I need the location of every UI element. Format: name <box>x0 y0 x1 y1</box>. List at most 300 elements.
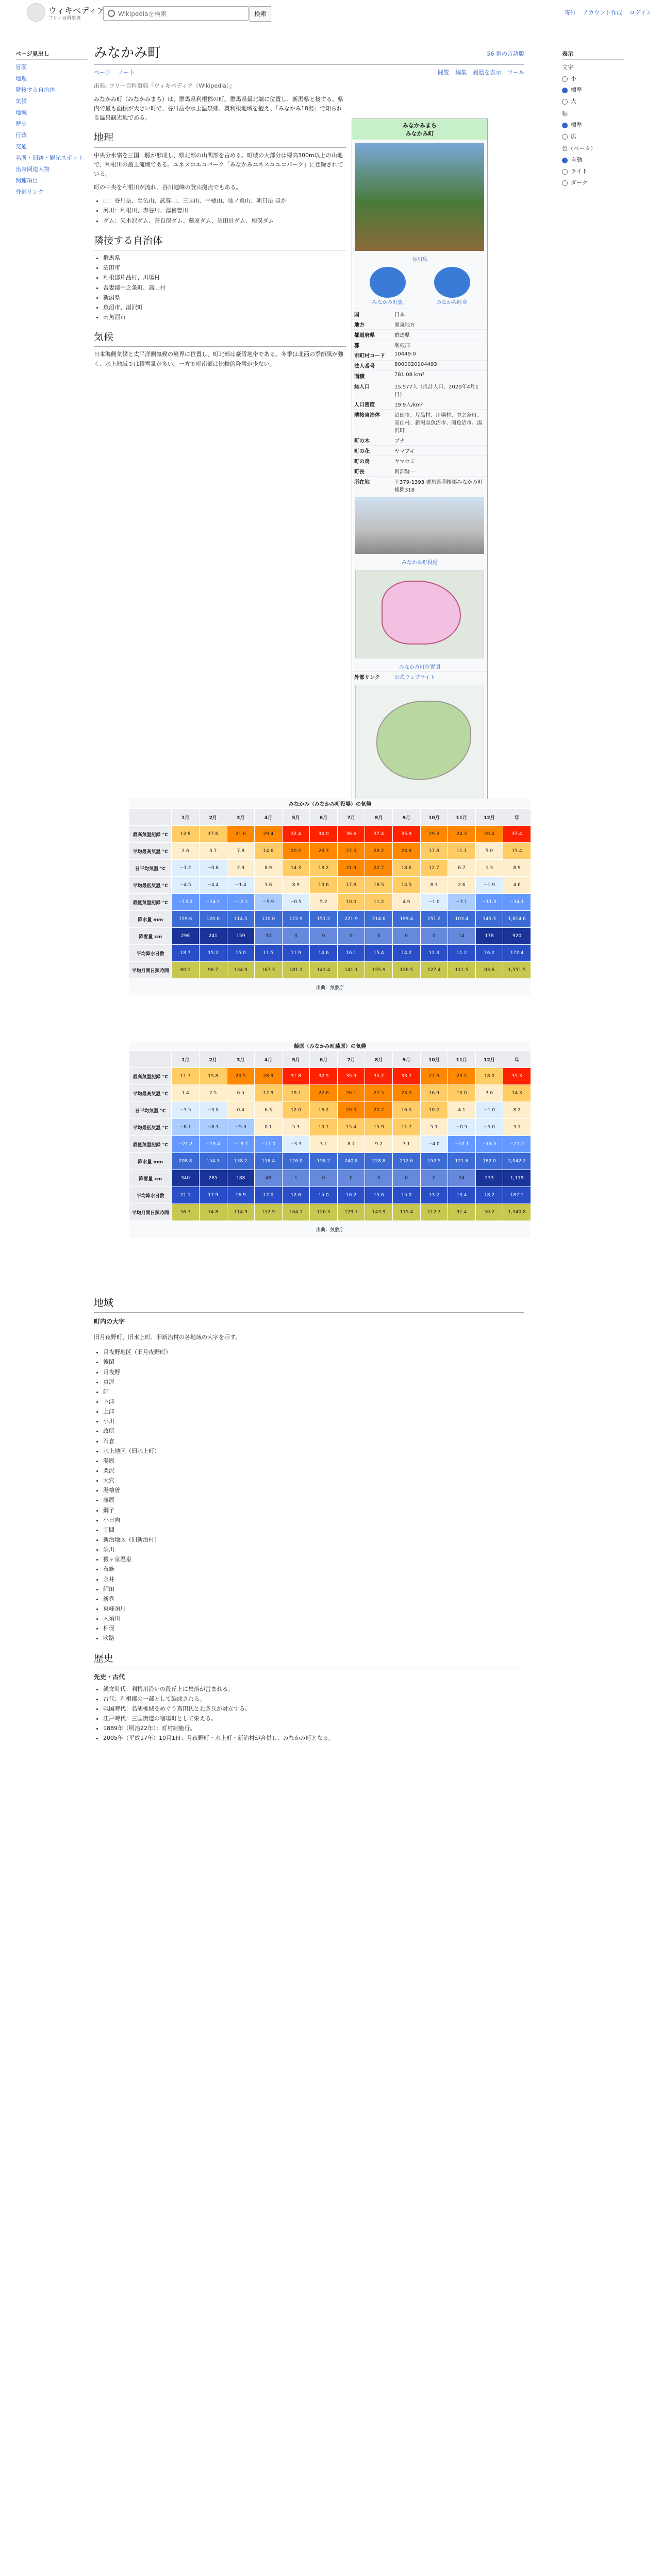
area-item[interactable]: • 藤原 <box>103 1496 524 1505</box>
tab-page[interactable]: ページ <box>94 69 111 76</box>
climate-row-label: 平均最高気温 °C <box>129 1085 172 1102</box>
climate-caption: みなかみ（みなかみ町役場）の気候 <box>129 799 531 808</box>
climate-row <box>129 1187 531 1204</box>
climate-month: 5月 <box>282 1051 310 1068</box>
adjacent-item[interactable]: • 沼田市 <box>103 263 346 273</box>
infobox-key: 隣接自治体 <box>354 413 380 418</box>
climate-cell: 91.4 <box>448 1204 476 1221</box>
climate-cell: 18.5 <box>365 877 393 894</box>
climate-cell: −1.9 <box>475 877 503 894</box>
area-item[interactable]: • 東峰須川 <box>103 1604 524 1614</box>
climate-cell: 152.9 <box>255 1204 283 1221</box>
climate-cell: 15.0 <box>310 1187 338 1204</box>
geo-heading: 地理 <box>94 130 346 147</box>
climate-cell: 2.6 <box>448 877 476 894</box>
adjacent-item[interactable]: • 群馬県 <box>103 253 346 263</box>
adjacent-item[interactable]: • 魚沼市、湯沢町 <box>103 303 346 312</box>
radio-icon[interactable] <box>562 99 568 105</box>
area-item[interactable]: • 下津 <box>103 1397 524 1406</box>
area-item[interactable]: • 布施 <box>103 1565 524 1574</box>
climate-month: 2月 <box>199 809 227 826</box>
climate-cell: 31.8 <box>282 1068 310 1085</box>
appearance-option-label: ダーク <box>571 179 588 186</box>
climate-row-label: 最低気温記録 °C <box>129 894 172 911</box>
area-item[interactable]: • 上津 <box>103 1407 524 1416</box>
map-caption: みなかみ町位置図 <box>399 665 440 670</box>
search-input[interactable] <box>103 6 249 21</box>
language-button[interactable]: 56 個の言語版 <box>487 50 524 57</box>
tab-edit[interactable]: 編集 <box>455 69 467 76</box>
infobox-value: 15,577人（推計人口、2020年4月1日） <box>394 384 479 398</box>
appearance-option[interactable] <box>562 74 624 82</box>
adjacent-item[interactable]: • 新潟県 <box>103 293 346 302</box>
climate-cell: 8.2 <box>503 1102 531 1119</box>
geo-paragraph-1: 中央分水嶺を三国山脈が形成し、県北部の山間部を占める。町域の大部分は標高300m以上の山地で、利根川の最上流域である。ユネスコエコパーク「みなかみユネスコエコパーク」に登録されている。 <box>94 151 343 178</box>
climate-row <box>129 1136 531 1153</box>
appearance-option[interactable] <box>562 156 624 164</box>
area-item[interactable]: • 新巻 <box>103 1595 524 1604</box>
appearance-option-label: 小 <box>571 75 576 82</box>
infobox-row <box>352 409 487 435</box>
ext-link-key: 外部リンク <box>354 675 380 681</box>
climate-month: 3月 <box>227 1051 255 1068</box>
search-placeholder: Wikipediaを検索 <box>118 10 167 18</box>
climate-cell: −3.0 <box>199 1102 227 1119</box>
climate-cell: 59.2 <box>475 1204 503 1221</box>
create-account-link[interactable]: アカウント作成 <box>583 9 623 16</box>
location-map[interactable] <box>355 570 484 658</box>
climate-cell: 13.4 <box>448 1187 476 1204</box>
climate-cell: 3.6 <box>255 877 283 894</box>
climate-footer: 出典：気象庁 <box>129 979 531 996</box>
mountains-item: • 山：谷川岳、至仏山、武尊山、三国山、平標山、仙ノ倉山、朝日岳 ほか <box>103 196 346 206</box>
infobox-value: 群馬県 <box>394 333 410 338</box>
infobox-row <box>352 309 487 319</box>
climate-cell: 188 <box>227 1170 255 1187</box>
climate-row-label: 平均最高気温 °C <box>129 843 172 860</box>
area-item[interactable]: • 吹路 <box>103 1634 524 1643</box>
climate-cell: −4.5 <box>172 877 200 894</box>
climate-cell: 2.5 <box>199 1085 227 1102</box>
adjacent-item[interactable]: • 利根郡片品村、川場村 <box>103 273 346 282</box>
climate-cell: 120.6 <box>199 911 227 928</box>
climate-cell: 1,814.6 <box>503 911 531 928</box>
climate-month: 12月 <box>475 809 503 826</box>
climate-cell: 1 <box>282 1170 310 1187</box>
area-item[interactable]: • 須川 <box>103 1545 524 1554</box>
climate-cell: 143.9 <box>365 1204 393 1221</box>
infobox-key: 都道府県 <box>354 333 375 338</box>
area-item[interactable]: • 新治地区（旧新治村） <box>103 1535 524 1545</box>
climate-cell: −19.4 <box>199 1136 227 1153</box>
landscape-photo[interactable] <box>355 143 484 251</box>
radio-icon[interactable] <box>562 76 568 82</box>
area-item[interactable]: • 師田 <box>103 1585 524 1594</box>
infobox-rows <box>352 309 487 494</box>
climate-month: 2月 <box>199 1051 227 1068</box>
climate-cell: 285 <box>199 1170 227 1187</box>
climate-row-label: 降雪量 cm <box>129 928 172 945</box>
tab-read[interactable]: 閲覧 <box>438 69 450 76</box>
area-item[interactable]: • 湯原 <box>103 1456 524 1466</box>
climate-paragraph: 日本海側気候と太平洋側気候の境界に位置し、町北部は豪雪地帯である。冬季は北西の季節風が強く、水上地域では積雪量が多い。一方で町南部は比較的降雪が少ない。 <box>94 351 343 367</box>
climate-cell: 158.2 <box>310 1153 338 1170</box>
climate-cell: 24 <box>448 1170 476 1187</box>
radio-icon[interactable] <box>562 123 568 128</box>
climate-month: 11月 <box>448 1051 476 1068</box>
appearance-option[interactable] <box>562 121 624 129</box>
climate-cell: 74.8 <box>199 1204 227 1221</box>
climate-row <box>129 1153 531 1170</box>
area-item[interactable]: • 永井 <box>103 1575 524 1584</box>
climate-cell: 15.9 <box>365 1119 393 1136</box>
climate-cell: 172.4 <box>503 945 531 962</box>
area-item[interactable]: • 綱子 <box>103 1506 524 1515</box>
infobox-row <box>352 329 487 340</box>
climate-cell: 0 <box>365 1170 393 1187</box>
appearance-option[interactable] <box>562 97 624 105</box>
climate-cell: 3.6 <box>475 1085 503 1102</box>
toc-item[interactable]: 歴史 <box>15 121 27 127</box>
climate-cell: 16.2 <box>310 1102 338 1119</box>
climate-cell: 10.0 <box>448 1085 476 1102</box>
infobox-row <box>352 350 487 360</box>
climate-month: 5月 <box>282 809 310 826</box>
area-item[interactable]: • 大穴 <box>103 1476 524 1485</box>
climate-cell: 126.5 <box>392 962 420 979</box>
climate-cell: 20.2 <box>282 843 310 860</box>
climate-month: 9月 <box>392 1051 420 1068</box>
climate-row-label: 最高気温記録 °C <box>129 1068 172 1085</box>
climate-cell: −1.4 <box>227 877 255 894</box>
climate-cell: 6.5 <box>227 1085 255 1102</box>
climate-month: 1月 <box>172 1051 200 1068</box>
climate-cell: −14.1 <box>199 894 227 911</box>
regional-map[interactable] <box>355 685 484 799</box>
infobox-value: 781.08 km² <box>394 372 424 378</box>
climate-cell: 151.2 <box>310 911 338 928</box>
climate-month: 9月 <box>392 809 420 826</box>
climate-cell: 27.9 <box>420 1068 448 1085</box>
climate-cell: 32.4 <box>282 826 310 843</box>
area-item[interactable]: • 水上地区（旧水上町） <box>103 1447 524 1456</box>
climate-cell: −18.5 <box>475 1136 503 1153</box>
climate-cell: −7.1 <box>448 894 476 911</box>
climate-cell: 0 <box>365 928 393 945</box>
toc-item[interactable]: 隣接する自治体 <box>15 87 55 93</box>
climate-cell: 0.4 <box>227 1102 255 1119</box>
climate-row <box>129 1170 531 1187</box>
climate-cell: −18.7 <box>227 1136 255 1153</box>
town-emblem-icon[interactable] <box>434 267 470 298</box>
area-item[interactable]: • 小川 <box>103 1417 524 1426</box>
climate-cell: 11.7 <box>172 1068 200 1085</box>
emblem-label[interactable]: みなかみ町章 <box>436 300 468 306</box>
toc-item[interactable]: 地域 <box>15 109 27 116</box>
climate-cell: 18.6 <box>392 860 420 877</box>
area-item[interactable]: • 猿ヶ京温泉 <box>103 1555 524 1564</box>
toc-item[interactable]: 冒頭 <box>15 64 27 71</box>
area-item[interactable]: • 湯檜曽 <box>103 1486 524 1495</box>
climate-row <box>129 928 531 945</box>
climate-cell: 15.0 <box>227 945 255 962</box>
toc-item[interactable]: 地理 <box>15 75 27 82</box>
toc-item[interactable]: 関連項目 <box>15 177 38 184</box>
climate-cell: 143.4 <box>310 962 338 979</box>
climate-cell: 0 <box>420 928 448 945</box>
climate-cell: 118.4 <box>255 1153 283 1170</box>
climate-cell: 12.8 <box>172 826 200 843</box>
climate-cell: 138.2 <box>227 1153 255 1170</box>
climate-cell: −1.2 <box>172 860 200 877</box>
climate-cell: 159.6 <box>172 911 200 928</box>
search-button[interactable]: 検索 <box>250 6 271 22</box>
article-column <box>94 95 346 369</box>
climate-cell: 12.9 <box>255 1085 283 1102</box>
dams-item: • ダム：矢木沢ダム、奈良俣ダム、藤原ダム、須田貝ダム、相俣ダム <box>103 216 346 226</box>
climate-cell: 0 <box>337 1170 365 1187</box>
appearance-option[interactable] <box>562 167 624 175</box>
area-item[interactable]: • 粟沢 <box>103 1466 524 1476</box>
area-item[interactable]: • 相俣 <box>103 1624 524 1633</box>
climate-cell: 0.1 <box>255 1119 283 1136</box>
town-hall-photo[interactable] <box>355 497 484 554</box>
climate-cell: 23.9 <box>392 843 420 860</box>
appearance-option-label: 標準 <box>571 87 582 93</box>
intro-paragraph: みなかみ町（みなかみまち）は、群馬県利根郡の町。群馬県最北端に位置し、新潟県と接する。県内で最も面積が大きい町で、谷川岳や水上温泉郷、奥利根地域を抱え、「みなかみ18湯」で知られる温泉観光地である。 <box>94 96 343 122</box>
area-item[interactable]: • 石倉 <box>103 1437 524 1446</box>
climate-cell: 35.2 <box>365 1068 393 1085</box>
infobox-value: ヤマブキ <box>394 449 415 454</box>
appearance-option[interactable] <box>562 132 624 140</box>
area-item[interactable]: • 師 <box>103 1387 524 1397</box>
climate-cell: 1,551.5 <box>503 962 531 979</box>
adjacent-list <box>94 253 346 322</box>
infobox-key: 人口密度 <box>354 402 375 408</box>
climate-cell: −13.2 <box>172 894 200 911</box>
climate-cell: 35.3 <box>503 1068 531 1085</box>
toc-item[interactable]: 行政 <box>15 132 27 139</box>
climate-cell: 20.0 <box>337 1102 365 1119</box>
infobox-key: 国 <box>354 312 359 318</box>
climate-cell: 2.9 <box>227 860 255 877</box>
toc-item[interactable]: 出身関連人物 <box>15 166 49 173</box>
infobox-key: 町の花 <box>354 449 370 454</box>
toc-item[interactable]: 交通 <box>15 143 27 150</box>
climate-cell: 0 <box>310 1170 338 1187</box>
toc-item[interactable]: 気候 <box>15 98 27 105</box>
climate-cell: 920 <box>503 928 531 945</box>
climate-month: 年 <box>503 1051 531 1068</box>
area-item[interactable]: • 真沢 <box>103 1378 524 1387</box>
climate-cell: 8.9 <box>503 860 531 877</box>
climate-cell: 17.8 <box>420 843 448 860</box>
area-paragraph: 旧月夜野町、旧水上町、旧新治村の各地域の大字を示す。 <box>94 1334 241 1341</box>
appearance-option-label: 自動 <box>571 157 582 163</box>
climate-cell: 28.2 <box>365 843 393 860</box>
climate-cell: 6.7 <box>448 860 476 877</box>
radio-icon[interactable] <box>562 180 568 186</box>
infobox-row <box>352 476 487 494</box>
radio-icon[interactable] <box>562 134 568 140</box>
appearance-title: 表示 <box>562 49 624 60</box>
donate-link[interactable]: 寄付 <box>564 9 576 16</box>
climate-row <box>129 1204 531 1221</box>
radio-icon[interactable] <box>562 169 568 175</box>
climate-row-label: 最低気温記録 °C <box>129 1136 172 1153</box>
climate-cell: 228.8 <box>365 1153 393 1170</box>
climate-cell: 126.0 <box>282 1153 310 1170</box>
area-item[interactable]: • 小日向 <box>103 1516 524 1525</box>
page-tabs <box>94 68 524 78</box>
climate-cell: 110.0 <box>255 911 283 928</box>
area-item[interactable]: • 入須川 <box>103 1614 524 1623</box>
climate-cell: −8.1 <box>172 1119 200 1136</box>
climate-cell: 27.5 <box>365 1085 393 1102</box>
climate-cell: 1,119 <box>503 1170 531 1187</box>
climate-cell: −3.5 <box>172 1102 200 1119</box>
climate-cell: 151.2 <box>420 911 448 928</box>
infobox-value: 19.9人/km² <box>394 402 423 408</box>
climate-cell: 18.0 <box>475 1068 503 1085</box>
climate-cell: −11.0 <box>255 1136 283 1153</box>
climate-month: 11月 <box>448 809 476 826</box>
radio-icon[interactable] <box>562 158 568 163</box>
climate-cell: 15.0 <box>392 1187 420 1204</box>
area-heading: 地域 <box>94 1295 524 1313</box>
area-item[interactable]: • 政所 <box>103 1427 524 1436</box>
appearance-option[interactable] <box>562 178 624 187</box>
climate-month: 6月 <box>310 1051 338 1068</box>
toc-item[interactable]: 外部リンク <box>15 189 44 195</box>
adjacent-item[interactable]: • 吾妻郡中之条町、高山村 <box>103 283 346 293</box>
climate-cell: −10.1 <box>448 1136 476 1153</box>
climate-cell: 16.2 <box>475 945 503 962</box>
climate-cell: 30 <box>255 928 283 945</box>
radio-icon[interactable] <box>562 88 568 93</box>
climate-cell: 122.9 <box>282 911 310 928</box>
infobox-row <box>352 319 487 329</box>
page-title: みなかみ町 <box>94 42 524 65</box>
climate-cell: −1.0 <box>475 1102 503 1119</box>
climate-cell: −8.3 <box>199 1119 227 1136</box>
infobox-row <box>352 466 487 476</box>
climate-cell: 14.6 <box>255 843 283 860</box>
climate-cell: −3.3 <box>282 1136 310 1153</box>
climate-cell: −5.9 <box>255 894 283 911</box>
history-heading: 歴史 <box>94 1651 524 1668</box>
official-website-link[interactable]: 公式ウェブサイト <box>394 675 435 681</box>
climate-month: 8月 <box>365 809 393 826</box>
climate-cell: 98.7 <box>199 962 227 979</box>
climate-row-label: 降水量 mm <box>129 1153 172 1170</box>
climate-cell: 14.5 <box>392 877 420 894</box>
climate-cell: 11.9 <box>282 945 310 962</box>
climate-corner <box>129 1051 172 1068</box>
tab-tools[interactable]: ツール <box>507 69 524 76</box>
climate-cell: −12.1 <box>227 894 255 911</box>
area-item[interactable]: • 寺間 <box>103 1526 524 1535</box>
climate-cell: 134.9 <box>227 962 255 979</box>
climate-cell: 33.7 <box>392 1068 420 1085</box>
infobox-key: 町の木 <box>354 438 370 444</box>
climate-cell: 21.6 <box>227 826 255 843</box>
climate-row-label: 平均最低気温 °C <box>129 1119 172 1136</box>
climate-row <box>129 1085 531 1102</box>
adjacent-item[interactable]: • 南魚沼市 <box>103 313 346 322</box>
infobox-row <box>352 340 487 350</box>
infobox <box>352 118 488 803</box>
infobox-value: ヤマセミ <box>394 459 415 465</box>
climate-month: 12月 <box>475 1051 503 1068</box>
climate-cell: 182.0 <box>475 1153 503 1170</box>
geo-paragraph-2: 町の中央を利根川が流れ、谷川連峰の登山拠点でもある。 <box>94 184 242 191</box>
tab-history[interactable]: 履歴を表示 <box>473 69 502 76</box>
climate-cell: 56.7 <box>172 1204 200 1221</box>
area-item[interactable]: • 後閑 <box>103 1358 524 1367</box>
climate-footer-row <box>129 1221 531 1238</box>
appearance-option[interactable] <box>562 86 624 94</box>
tab-talk[interactable]: ノート <box>118 69 135 76</box>
climate-table-fujiwara <box>129 1041 531 1238</box>
climate-month: 10月 <box>420 1051 448 1068</box>
climate-row-label: 平均降水日数 <box>129 945 172 962</box>
climate-header-row <box>129 1051 531 1068</box>
climate-row <box>129 911 531 928</box>
flag-label[interactable]: みなかみ町旗 <box>372 300 403 306</box>
climate-cell: 13.2 <box>420 1187 448 1204</box>
toc-item[interactable]: 名所・旧跡・観光スポット <box>15 155 84 161</box>
climate-cell: 17.8 <box>337 877 365 894</box>
wikipedia-logo-icon[interactable] <box>27 3 45 22</box>
climate-cell: 12.3 <box>420 945 448 962</box>
climate-cell: 18.2 <box>475 1187 503 1204</box>
climate-cell: 114.9 <box>227 1204 255 1221</box>
logo-text[interactable]: ウィキペディア <box>48 6 105 15</box>
main-content <box>94 26 524 681</box>
photo-caption[interactable]: 谷川岳 <box>412 257 427 263</box>
area-item[interactable]: • 月夜野 <box>103 1368 524 1377</box>
town-flag-icon[interactable] <box>370 267 406 298</box>
climate-cell: 17.6 <box>199 826 227 843</box>
infobox-value: 〒379-1393 群馬県利根郡みなかみ町後閑318 <box>394 480 483 493</box>
climate-cell: 11.2 <box>448 945 476 962</box>
climate-cell: 19.1 <box>282 1085 310 1102</box>
climate-cell: 16.2 <box>337 1187 365 1204</box>
climate-cell: 5.0 <box>475 843 503 860</box>
login-link[interactable]: ログイン <box>629 9 652 16</box>
area-item[interactable]: • 月夜野地区（旧月夜野町） <box>103 1348 524 1357</box>
rivers-item: • 河川：利根川、赤谷川、湯檜曽川 <box>103 206 346 215</box>
climate-cell: 115.4 <box>392 1204 420 1221</box>
climate-cell: −0.5 <box>448 1119 476 1136</box>
climate-cell: 159 <box>227 928 255 945</box>
climate-row-label: 日平均気温 °C <box>129 1102 172 1119</box>
climate-footer-row <box>129 979 531 996</box>
climate-cell: 15.2 <box>199 945 227 962</box>
text-size-title: 文字 <box>562 64 573 71</box>
climate-cell: 141.1 <box>337 962 365 979</box>
climate-cell: 15.4 <box>365 945 393 962</box>
area-subheading: 町内の大字 <box>94 1318 125 1326</box>
climate-cell: 181.1 <box>282 962 310 979</box>
climate-month: 3月 <box>227 809 255 826</box>
climate-cell: 11.5 <box>255 945 283 962</box>
climate-cell: 221.9 <box>337 911 365 928</box>
climate-cell: 12.6 <box>282 1187 310 1204</box>
climate-cell: 5.1 <box>420 1119 448 1136</box>
climate-cell: 3.7 <box>199 843 227 860</box>
